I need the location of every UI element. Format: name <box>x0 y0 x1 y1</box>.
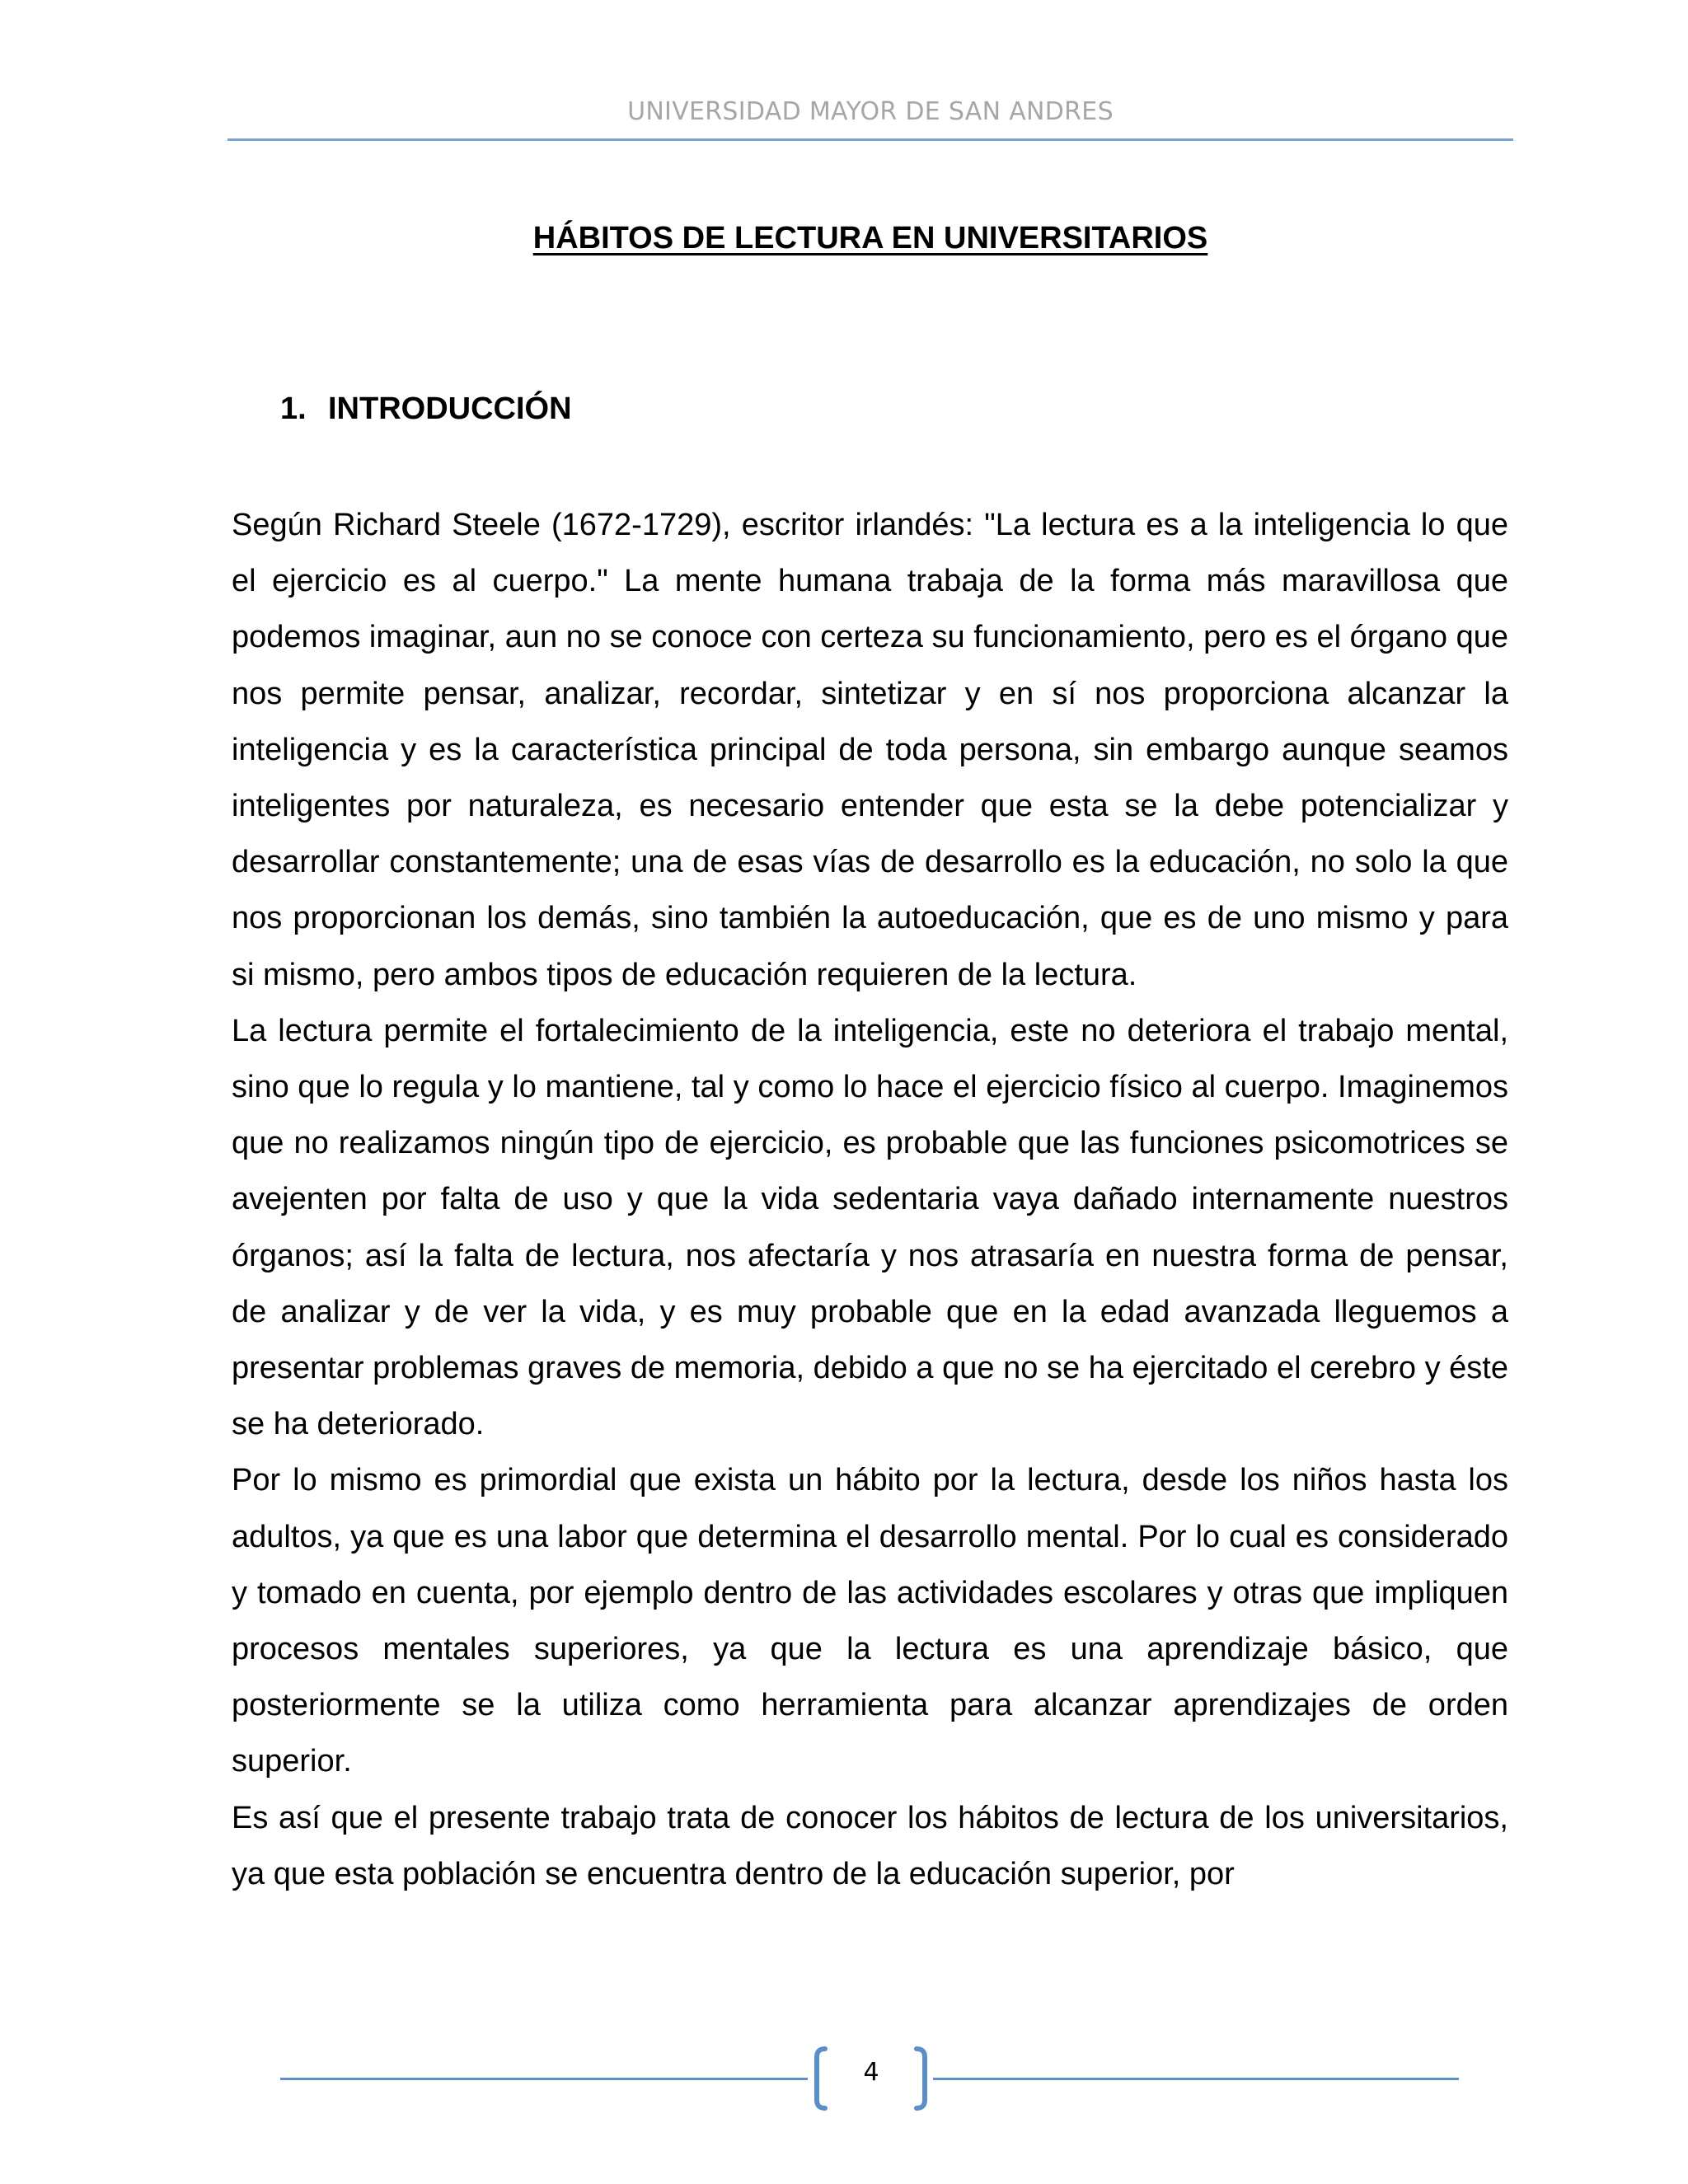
section-title: INTRODUCCIÓN <box>328 391 572 426</box>
section-number: 1. <box>280 391 307 426</box>
header-divider <box>227 138 1513 141</box>
paragraph: Por lo mismo es primordial que exista un hábito por la lectura, desde los niños hasta los adultos, ya que es una labor que determina el desarrollo mental. Por lo cual es considerado y tomado en cuenta, por ejemplo dentro de las actividades escolares y otras que impliquen procesos mentales superiores, ya que la lectura es una aprendizaje básico, que posteriormente se la utiliza como herramienta para alcanzar aprendizajes de orden superior. <box>232 1463 1508 1779</box>
section-heading <box>280 391 572 427</box>
footer-divider-right <box>933 2078 1459 2080</box>
body-text <box>232 497 1508 1902</box>
paragraph: Según Richard Steele (1672-1729), escritor irlandés: "La lectura es a la inteligencia lo que el ejercicio es al cuerpo." La mente humana trabaja de la forma más maravillosa que podemos imaginar, aun no se conoce con certeza su funcionamiento, pero es el órgano que nos permite pensar, analizar, recordar, sintetizar y en sí nos proporciona alcanzar la inteligencia y es la característica principal de toda persona, sin embargo aunque seamos inteligentes por naturaleza, es necesario entender que esta se la debe potencializar y desarrollar constantemente; una de esas vías de desarrollo es la educación, no solo la que nos proporcionan los demás, sino también la autoeducación, que es de uno mismo y para si mismo, pero ambos tipos de educación requieren de la lectura. <box>232 508 1508 992</box>
paragraph: La lectura permite el fortalecimiento de la inteligencia, este no deteriora el trabajo mental, sino que lo regula y lo mantiene, tal y como lo hace el ejercicio físico al cuerpo. Imaginemos que no realizamos ningún tipo de ejercicio, es probable que las funciones psicomotrices se avejenten por falta de uso y que la vida sedentaria vaya dañado internamente nuestros órganos; así la falta de lectura, nos afectaría y nos atrasaría en nuestra forma de pensar, de analizar y de ver la vida, y es muy probable que en la edad avanzada lleguemos a presentar problemas graves de memoria, debido a que no se ha ejercitado el cerebro y éste se ha deteriorado. <box>232 1013 1508 1442</box>
paragraph: Es así que el presente trabajo trata de conocer los hábitos de lectura de los universitarios, ya que esta población se encuentra dentro de la educación superior, por <box>232 1800 1508 1891</box>
left-brace-icon <box>810 2046 830 2111</box>
document-title: HÁBITOS DE LECTURA EN UNIVERSITARIOS <box>532 221 1208 255</box>
running-header: UNIVERSIDAD MAYOR DE SAN ANDRES <box>627 97 1114 126</box>
footer-divider-left <box>280 2078 808 2080</box>
right-brace-icon <box>912 2046 931 2111</box>
page-number: 4 <box>863 2058 879 2087</box>
